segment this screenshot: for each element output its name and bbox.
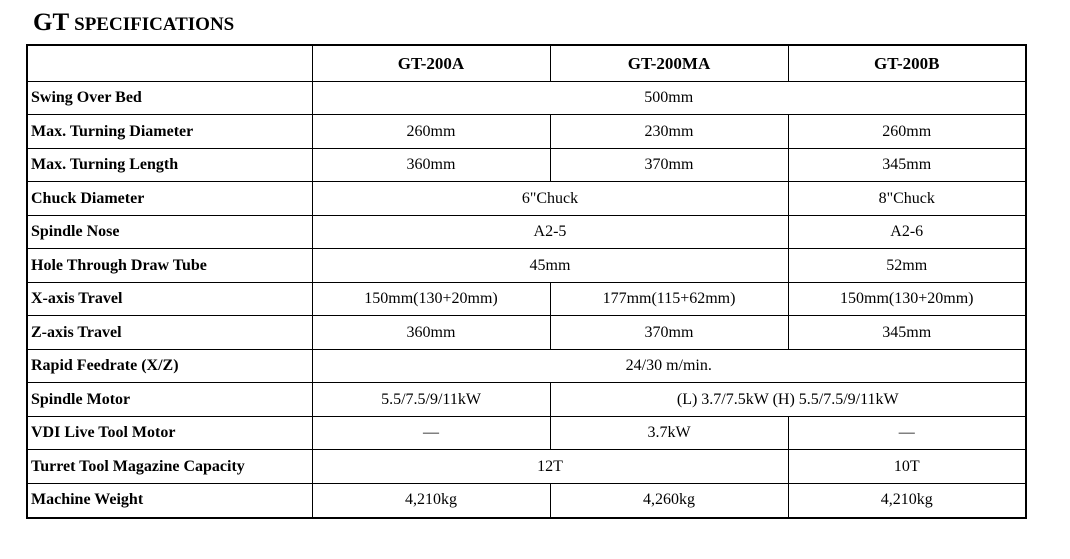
- value-cell: 230mm: [550, 115, 788, 149]
- document-title: [33, 10, 234, 35]
- table-row: [27, 115, 1026, 149]
- value-cell: 12T: [312, 450, 788, 484]
- value-cell: 3.7kW: [550, 416, 788, 450]
- value-cell: —: [312, 416, 550, 450]
- value-cell: 52mm: [788, 249, 1026, 283]
- value-cell: 370mm: [550, 316, 788, 350]
- value-cell: —: [788, 416, 1026, 450]
- value-cell: 4,260kg: [550, 483, 788, 518]
- title-specifications: SPECIFICATIONS: [74, 14, 235, 35]
- row-label: VDI Live Tool Motor: [27, 416, 312, 450]
- value-cell: 260mm: [788, 115, 1026, 149]
- title-model: GT: [33, 9, 70, 36]
- row-label: Turret Tool Magazine Capacity: [27, 450, 312, 484]
- value-cell: 5.5/7.5/9/11kW: [312, 383, 550, 417]
- table-row: [27, 416, 1026, 450]
- value-cell: 150mm(130+20mm): [788, 282, 1026, 316]
- value-cell: 370mm: [550, 148, 788, 182]
- row-label: Max. Turning Diameter: [27, 115, 312, 149]
- table-row: [27, 182, 1026, 216]
- row-label: Chuck Diameter: [27, 182, 312, 216]
- value-cell: 260mm: [312, 115, 550, 149]
- row-label: X-axis Travel: [27, 282, 312, 316]
- row-label: Max. Turning Length: [27, 148, 312, 182]
- table-row: [27, 282, 1026, 316]
- row-label: Hole Through Draw Tube: [27, 249, 312, 283]
- value-cell: 150mm(130+20mm): [312, 282, 550, 316]
- value-cell: 4,210kg: [312, 483, 550, 518]
- table-row: [27, 249, 1026, 283]
- header-gt-200a: GT-200A: [312, 45, 550, 81]
- row-label: Machine Weight: [27, 483, 312, 518]
- table-row: [27, 349, 1026, 383]
- row-label: Spindle Motor: [27, 383, 312, 417]
- table-row: [27, 81, 1026, 115]
- value-cell: 345mm: [788, 316, 1026, 350]
- value-cell: 177mm(115+62mm): [550, 282, 788, 316]
- header-row: [27, 45, 1026, 81]
- value-cell: A2-5: [312, 215, 788, 249]
- row-label: Spindle Nose: [27, 215, 312, 249]
- table-row: [27, 148, 1026, 182]
- value-cell: 24/30 m/min.: [312, 349, 1026, 383]
- specifications-table: [26, 44, 1027, 519]
- value-cell: (L) 3.7/7.5kW (H) 5.5/7.5/9/11kW: [550, 383, 1026, 417]
- value-cell: 345mm: [788, 148, 1026, 182]
- header-empty-cell: [27, 45, 312, 81]
- value-cell: 360mm: [312, 316, 550, 350]
- value-cell: 45mm: [312, 249, 788, 283]
- row-label: Rapid Feedrate (X/Z): [27, 349, 312, 383]
- header-gt-200b: GT-200B: [788, 45, 1026, 81]
- table-row: [27, 215, 1026, 249]
- row-label: Z-axis Travel: [27, 316, 312, 350]
- row-label: Swing Over Bed: [27, 81, 312, 115]
- value-cell: 4,210kg: [788, 483, 1026, 518]
- header-gt-200ma: GT-200MA: [550, 45, 788, 81]
- table-row: [27, 316, 1026, 350]
- value-cell: 8"Chuck: [788, 182, 1026, 216]
- table-row: [27, 483, 1026, 518]
- value-cell: 10T: [788, 450, 1026, 484]
- table-row: [27, 450, 1026, 484]
- table-row: [27, 383, 1026, 417]
- value-cell: 360mm: [312, 148, 550, 182]
- value-cell: A2-6: [788, 215, 1026, 249]
- value-cell: 6"Chuck: [312, 182, 788, 216]
- value-cell: 500mm: [312, 81, 1026, 115]
